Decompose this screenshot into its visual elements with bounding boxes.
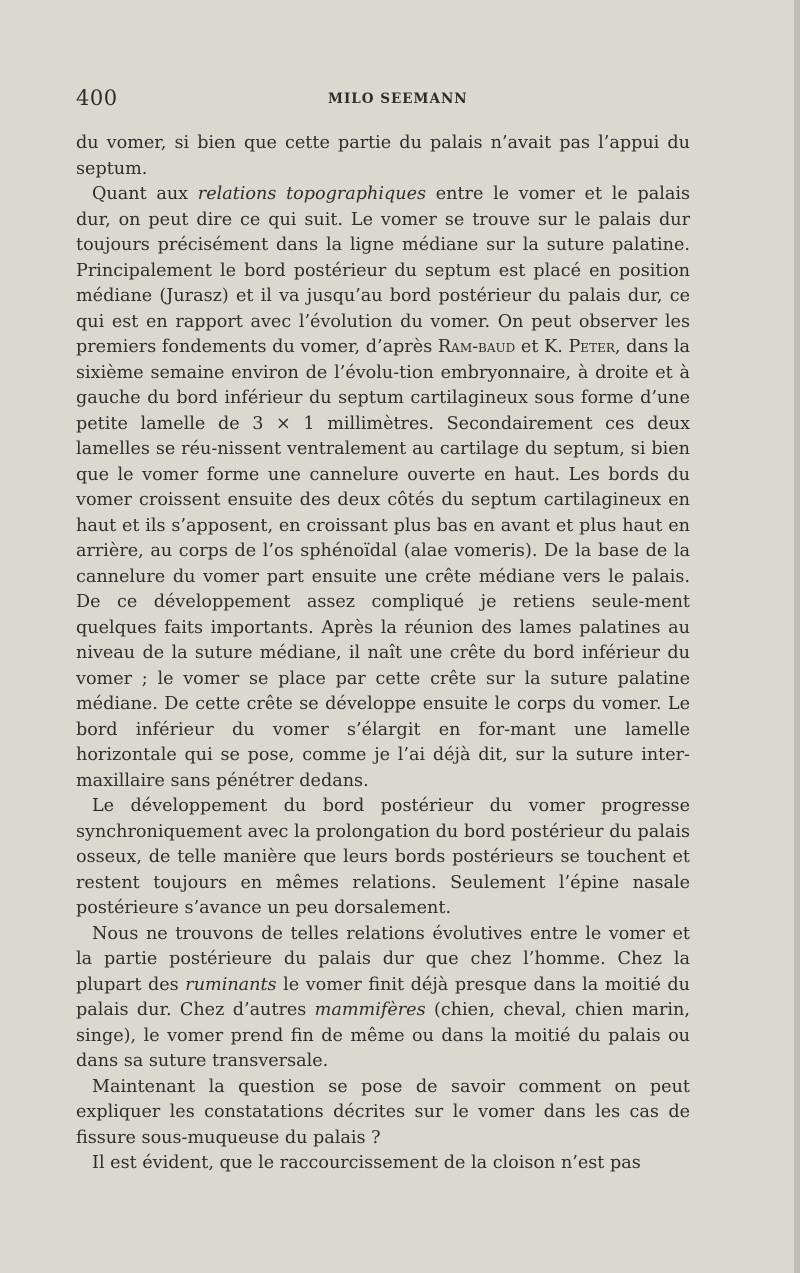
text-segment: entre le vomer et le palais dur, on peut dire ce qui suit. Le vomer se trouve sur le palais dur toujours précisément dans la ligne médiane sur la suture palatine. Principalement le bord postérieur du septum est placé en position médiane (Jurasz) et il va jusqu’au bord postérieur du palais dur, ce qui est en rapport avec l’évolution du vomer. On peut observer les premiers fondements du vomer, d’après — [76, 184, 690, 357]
text-segment: (chien, cheval, chien marin, singe), le vomer prend fin de même ou dans la moitié du palais ou dans sa suture transversale. — [76, 1000, 690, 1071]
italic-term: ruminants — [185, 974, 277, 995]
paragraph — [76, 794, 690, 922]
running-title: MILO SEEMANN — [328, 91, 468, 107]
text-segment: Le développement du bord postérieur du vomer progresse synchroniquement avec la prolongation du bord postérieur du palais osseux, de telle manière que leurs bords postérieurs se touchent et restent toujours en mêmes relations. Seulement l’épine nasale postérieure s’avance un peu dorsalement. — [76, 796, 690, 918]
text-segment: et K. — [515, 337, 569, 357]
author-name: Ram-baud — [437, 337, 516, 357]
italic-term: relations topographiques — [197, 184, 427, 204]
paragraph — [76, 922, 690, 1075]
body-text — [76, 131, 690, 1177]
text-segment: Nous ne trouvons de telles relations évolutives entre le vomer et la partie postérieure du palais dur que chez l’homme. Chez la plupart des — [76, 923, 690, 995]
page-number: 400 — [76, 86, 118, 110]
italic-term: mammifères — [314, 1000, 426, 1020]
paragraph — [76, 1151, 690, 1177]
text-segment: Il est évident, que le raccourcissement de la cloison n’est pas — [92, 1153, 641, 1173]
author-name: Peter — [568, 337, 615, 357]
text-segment: Quant aux — [92, 184, 198, 204]
paragraph — [76, 1075, 690, 1152]
text-segment: du vomer, si bien que cette partie du palais n’avait pas l’appui du septum. — [76, 133, 690, 179]
text-segment: le vomer finit déjà presque dans la moitié du palais dur. Chez d’autres — [76, 974, 691, 1020]
paragraph — [76, 182, 690, 794]
page-header — [76, 86, 688, 116]
paragraph — [76, 131, 690, 182]
text-segment: , dans la sixième semaine environ de l’évolu-tion embryonnaire, à droite et à gauche du bord inférieur du septum cartilagineux sous forme d’une petite lamelle de 3 × 1 millimètres. Secondairement ces deux lamelles se réu-nissent ventralement au cartilage du septum, si bien que le vomer forme une cannelure ouverte en haut. Les bords du vomer croissent ensuite des deux côtés du septum cartilagineux en haut et ils s’apposent, en croissant plus bas en avant et plus haut en arrière, au corps de l’os sphénoïdal (alae vomeris). De la base de la cannelure du vomer part ensuite une crête médiane vers le palais. De ce développement assez compliqué je retiens seule-ment quelques faits importants. Après la réunion des lames palatines au niveau de la suture médiane, il naît une crête du bord inférieur du vomer ; le vomer se place par cette crête sur la suture palatine médiane. De cette crête se développe ensuite le corps du vomer. Le bord inférieur du vomer s’élargit en for-mant une lamelle horizontale qui se pose, comme je l’ai déjà dit, sur la suture inter-maxillaire sans pénétrer dedans. — [76, 337, 691, 791]
page-edge — [794, 0, 800, 1273]
text-segment: Maintenant la question se pose de savoir comment on peut expliquer les constatations décrites sur le vomer dans les cas de fissure sous-muqueuse du palais ? — [76, 1076, 690, 1148]
